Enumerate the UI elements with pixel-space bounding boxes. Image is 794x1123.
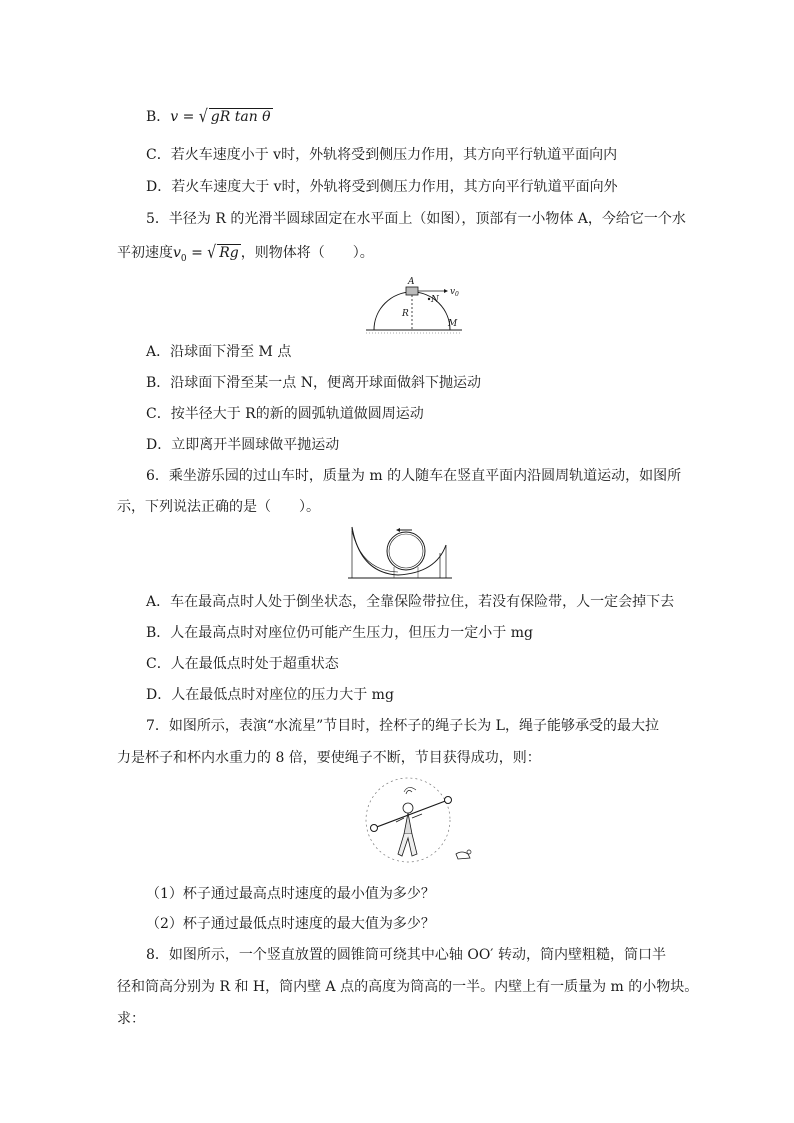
question-7-line2: 力是杯子和杯内水重力的 8 倍，要使绳子不断，节目获得成功，则： bbox=[117, 750, 541, 766]
question-7-part2: （2）杯子通过最低点时速度的最大值为多少？ bbox=[146, 916, 435, 932]
q6-option-b: B．人在最高点时对座位仍可能产生压力，但压力一定小于 mg bbox=[146, 625, 533, 641]
label-n: N bbox=[431, 295, 439, 305]
q6-option-a: A．车在最高点时人处于倒坐状态，全靠保险带拉住，若没有保险带，人一定会掉下去 bbox=[146, 594, 675, 610]
sqrt-sign-icon: √ bbox=[207, 243, 217, 263]
question-8-line1: 8．如图所示，一个竖直放置的圆锥筒可绕其中心轴 OO′ 转动，筒内壁粗糙，筒口半 bbox=[146, 947, 666, 963]
arrow-head-icon bbox=[396, 528, 400, 532]
motion-swirl bbox=[406, 790, 412, 794]
arrow-head-icon bbox=[444, 289, 448, 293]
q5-option-b: B．沿球面下滑至某一点 N，便离开球面做斜下抛运动 bbox=[146, 375, 481, 391]
q5-pre: 平初速度 bbox=[117, 245, 173, 261]
q5-post: ，则物体将（ ）。 bbox=[240, 245, 374, 261]
formula-eq: = bbox=[178, 109, 199, 125]
question-7-line1: 7．如图所示，表演“水流星”节目时，拴杯子的绳子长为 L，绳子能够承受的最大拉 bbox=[146, 718, 659, 734]
performer-head bbox=[403, 803, 413, 813]
q5-option-d: D．立即离开半圆球做平抛运动 bbox=[146, 437, 340, 453]
question-6-line2: 示，下列说法正确的是（ ）。 bbox=[117, 499, 320, 515]
track-outer bbox=[352, 527, 446, 575]
q5-option-a: A．沿球面下滑至 M 点 bbox=[146, 344, 292, 360]
performer-arm-right bbox=[412, 814, 422, 818]
q5-eq: = bbox=[186, 245, 208, 261]
question-5-line1: 5．半径为 R 的光滑半圆球固定在水平面上（如图），顶部有一小物体 A，今给它一个水 bbox=[146, 211, 686, 227]
question-8-line3: 求： bbox=[117, 1011, 145, 1027]
option-b-prefix: B． bbox=[146, 109, 171, 125]
label-r: R bbox=[402, 309, 409, 319]
cup-left bbox=[371, 825, 378, 832]
q5-option-c: C．按半径大于 R的新的圆弧轨道做圆周运动 bbox=[146, 406, 424, 422]
q5-v0: v bbox=[173, 245, 181, 261]
question-5-line2 bbox=[117, 243, 374, 269]
formula-v: v bbox=[170, 109, 179, 125]
formula-sqrt: gR tan θ bbox=[210, 109, 271, 125]
q5-sqrt: Rg bbox=[219, 245, 239, 261]
roller-coaster-figure bbox=[346, 523, 454, 583]
label-v0-sub: 0 bbox=[455, 291, 459, 298]
point-n bbox=[428, 298, 430, 300]
label-v0: v bbox=[450, 287, 456, 297]
performer-legs bbox=[398, 834, 417, 856]
label-a: A bbox=[408, 277, 415, 287]
q5-v0-sub: 0 bbox=[180, 253, 187, 264]
cup-right bbox=[445, 797, 452, 804]
label-m: M bbox=[448, 319, 458, 329]
q6-option-c: C．人在最低点时处于超重状态 bbox=[146, 656, 339, 672]
motion-swirl-2 bbox=[404, 787, 416, 792]
water-meteor-figure bbox=[360, 772, 480, 872]
dog-head bbox=[467, 850, 471, 854]
option-d-line: D．若火车速度大于 v时，外轨将受到侧压力作用，其方向平行轨道平面向外 bbox=[146, 179, 618, 195]
option-b-line bbox=[146, 107, 273, 127]
loop-inner bbox=[389, 534, 423, 568]
question-7-part1: （1）杯子通过最高点时速度的最小值为多少？ bbox=[146, 886, 435, 902]
block-a bbox=[406, 287, 418, 295]
question-6-line1: 6．乘坐游乐园的过山车时，质量为 m 的人随车在竖直平面内沿圆周轨道运动，如图所 bbox=[146, 468, 682, 484]
loop-outer bbox=[387, 532, 425, 570]
sqrt-sign-icon: √ bbox=[198, 107, 208, 127]
hemisphere-figure bbox=[360, 274, 468, 336]
question-8-line2: 径和筒高分别为 R 和 H，筒内壁 A 点的高度为筒高的一半。内壁上有一质量为 m 的小物块。 bbox=[117, 979, 699, 995]
option-c-line: C．若火车速度小于 v时，外轨将受到侧压力作用，其方向平行轨道平面向内 bbox=[146, 147, 618, 163]
q6-option-d: D．人在最低点时对座位的压力大于 mg bbox=[146, 687, 394, 703]
track-inner bbox=[352, 531, 398, 572]
